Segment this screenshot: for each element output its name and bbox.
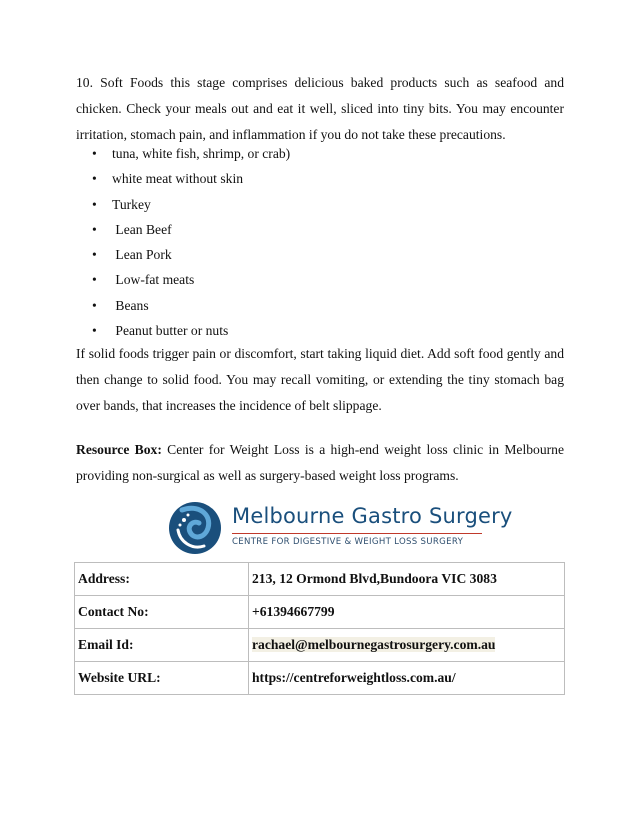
- table-row: [75, 596, 565, 629]
- resource-text: Center for Weight Loss is a high-end weight loss clinic in Melbourne providing non-surgical as well as surgery-based weight loss programs.: [76, 442, 564, 483]
- website-link[interactable]: https://centreforweightloss.com.au/: [249, 662, 565, 695]
- list-item-text: Lean Beef: [112, 221, 172, 237]
- list-item-text: white meat without skin: [112, 171, 244, 187]
- list-item: [92, 166, 290, 191]
- list-item-text: tuna, white fish, shrimp, or crab): [112, 146, 291, 161]
- logo-subtitle: CENTRE FOR DIGESTIVE & WEIGHT LOSS SURGERY: [232, 537, 464, 547]
- bullet-mark: •: [92, 247, 97, 263]
- address-label: Address:: [75, 563, 249, 596]
- bullet-mark: •: [92, 272, 97, 288]
- list-item: [92, 192, 290, 217]
- logo-mark-icon: [168, 500, 226, 556]
- list-item: [92, 242, 290, 267]
- list-item: [92, 267, 290, 292]
- table-row: [75, 629, 565, 662]
- email-label: Email Id:: [75, 629, 249, 662]
- email-cell: [249, 629, 565, 662]
- bullet-mark: •: [92, 323, 97, 339]
- logo-title: Melbourne Gastro Surgery: [232, 504, 513, 528]
- clinic-logo: [168, 500, 513, 556]
- email-link[interactable]: rachael@melbournegastrosurgery.com.au: [252, 637, 496, 652]
- list-item: [92, 318, 290, 343]
- website-label: Website URL:: [75, 662, 249, 695]
- logo-divider: [232, 533, 482, 534]
- list-item: [92, 217, 290, 242]
- list-item-text: Lean Pork: [112, 247, 172, 263]
- bullet-mark: •: [92, 297, 97, 313]
- bullet-mark: •: [92, 196, 97, 212]
- bullet-mark: •: [92, 171, 97, 187]
- resource-box: [76, 437, 564, 489]
- contact-label: Contact No:: [75, 596, 249, 629]
- table-row: [75, 563, 565, 596]
- bullet-mark: •: [92, 221, 97, 237]
- list-item: [92, 293, 290, 318]
- contact-table: [74, 562, 565, 695]
- list-item-text: Low-fat meats: [112, 272, 195, 288]
- bullet-mark: •: [92, 146, 97, 161]
- food-list: [92, 141, 290, 343]
- contact-value: +61394667799: [249, 596, 565, 629]
- intro-paragraph: 10. Soft Foods this stage comprises delicious baked products such as seafood and chicken. Check your meals out and eat it well, sliced into tiny bits. You may encounter irritation, stomach pain, and inflammation if you do not take these precautions.: [76, 75, 564, 142]
- list-item-text: Turkey: [112, 196, 151, 212]
- address-value: 213, 12 Ormond Blvd,Bundoora VIC 3083: [249, 563, 565, 596]
- list-item-text: Peanut butter or nuts: [112, 323, 229, 339]
- resource-label: Resource Box:: [76, 442, 162, 457]
- list-item: [92, 141, 290, 166]
- list-item-text: Beans: [112, 297, 149, 313]
- after-list-paragraph: If solid foods trigger pain or discomfort, start taking liquid diet. Add soft food gently and then change to solid food. You may recall vomiting, or extending the tiny stomach bag over bands, that increases the incidence of belt slippage.: [76, 346, 564, 413]
- table-row: [75, 662, 565, 695]
